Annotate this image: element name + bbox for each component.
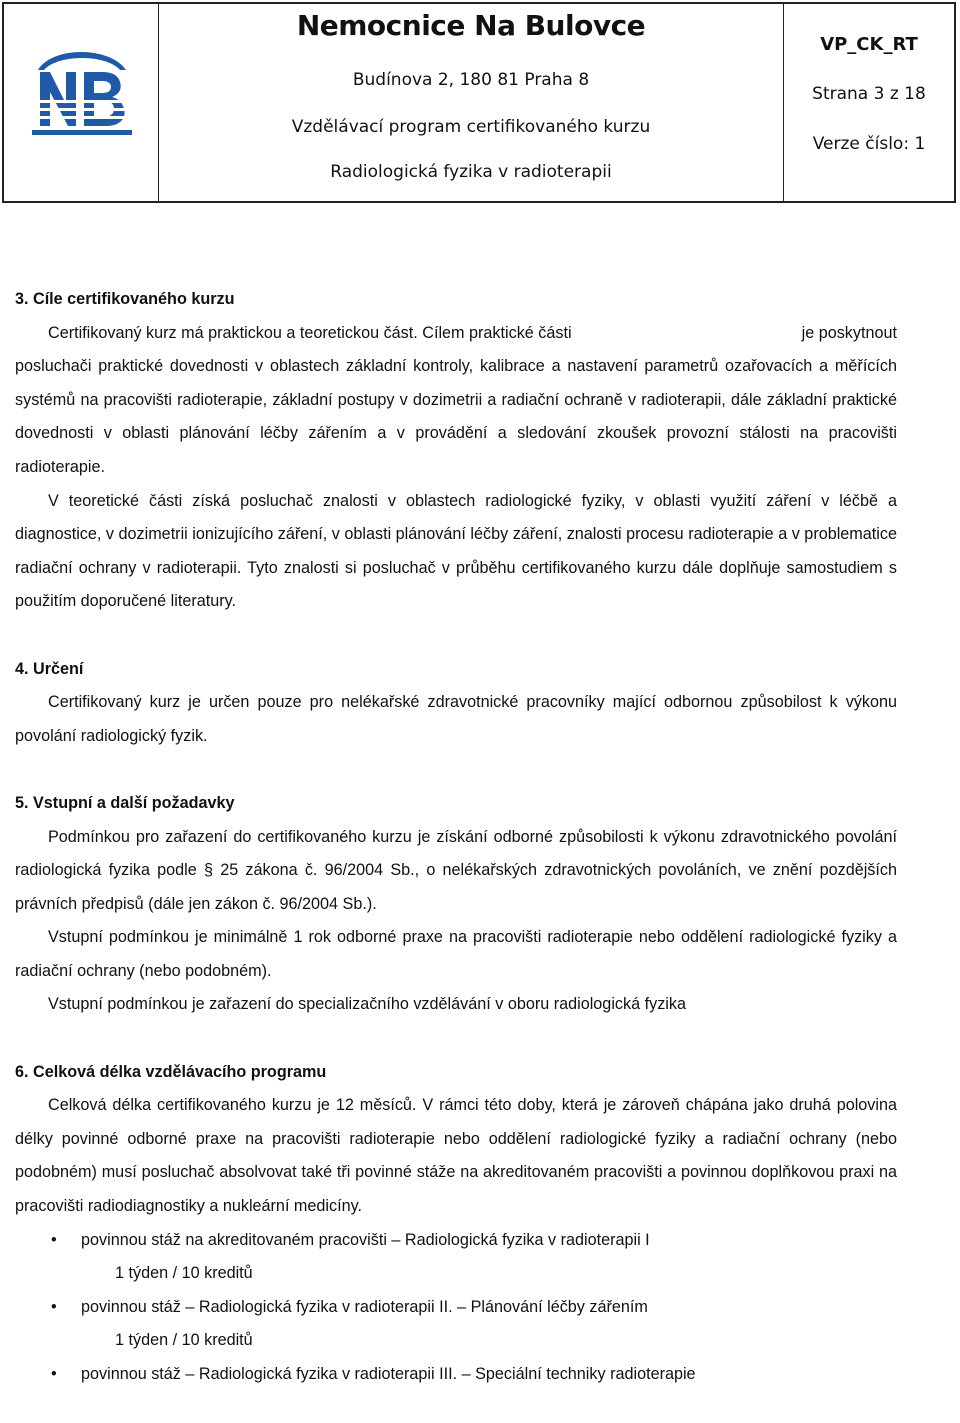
section-3-p1-part-b: je poskytnout — [801, 323, 897, 342]
section-3-paragraph-2: V teoretické části získá posluchač znalosti v oblastech radiologické fyziky, v oblasti využití záření v léčbě a diagnostice, v dozimetrii ionizujícího záření, v oblasti plánování léčby záření, znalosti procesu radioterapie a v problematice radiační ochrany v radioterapii. Tyto znalosti si posluchač v průběhu certifikovaného kurzu dále doplňuje samostudiem s použitím doporučené literatury. — [15, 491, 897, 611]
section-4-heading: 4. Určení — [15, 659, 84, 678]
section-5-paragraph-1: Podmínkou pro zařazení do certifikovaného kurzu je získání odborné způsobilosti k výkonu zdravotnického povolání radiologická fyzika podle § 25 zákona č. 96/2004 Sb., o nelékařských zdravotnických povoláních, ve znění pozdějších právních předpisů (dále jen zákon č. 96/2004 Sb.). — [15, 827, 897, 913]
bullet-icon: • — [51, 1297, 57, 1316]
list-item-text: povinnou stáž – Radiologická fyzika v radioterapii III. – Speciální techniky radioterapie — [81, 1365, 696, 1383]
nb-hospital-logo-icon — [32, 44, 132, 144]
version-number: Verze číslo: 1 — [812, 134, 926, 154]
section-3-heading: 3. Cíle certifikovaného kurzu — [15, 290, 235, 308]
section-5-heading: 5. Vstupní a další požadavky — [15, 793, 235, 812]
hospital-name: Nemocnice Na Bulovce — [296, 9, 646, 42]
section-3-paragraph-1-first-line — [15, 317, 897, 351]
document-code: VP_CK_RT — [820, 34, 918, 55]
section-6-paragraph-1: Celková délka certifikovaného kurzu je 12 měsíců. V rámci této doby, která je zároveň chápána jako druhá polovina délky povinné odborné praxe na pracovišti radioterapie nebo oddělení radiologické fyziky a radiační ochrany (nebo podobném) musí posluchač absolvovat také tři povinné stáže na akreditovaném pracovišti a povinnou doplňkovou praxi na pracovišti radiodiagnostiky a nukleární medicíny. — [15, 1096, 897, 1216]
document-header — [2, 2, 956, 203]
list-item-detail: 1 týden / 10 kreditů — [115, 1331, 253, 1350]
internship-list — [15, 1224, 897, 1392]
section-4-paragraph-1: Certifikovaný kurz je určen pouze pro nelékařské zdravotnické pracovníky mající odbornou způsobilost k výkonu povolání radiologický fyzik. — [15, 693, 897, 745]
list-item-text: povinnou stáž na akreditovaném pracovišti – Radiologická fyzika v radioterapii I — [81, 1230, 650, 1249]
list-item — [15, 1358, 897, 1392]
hospital-address: Budínova 2, 180 81 Praha 8 — [352, 70, 590, 90]
section-6-heading: 6. Celková délka vzdělávacího programu — [15, 1062, 327, 1081]
bullet-icon: • — [51, 1230, 57, 1249]
section-5-paragraph-3: Vstupní podmínkou je zařazení do specializačního vzdělávání v oboru radiologická fyzika — [48, 995, 686, 1014]
program-subject: Radiologická fyzika v radioterapii — [330, 162, 612, 182]
list-item — [15, 1224, 897, 1291]
program-title: Vzdělávací program certifikovaného kurzu — [291, 117, 651, 137]
page-number: Strana 3 z 18 — [812, 84, 926, 104]
section-3-paragraph-1: posluchači praktické dovednosti v oblastech základní kontroly, kalibrace a nastavení parametrů ozařovacích a měřících systémů na pracovišti radioterapie, základní postupy v dozimetrii a radiační ochraně v radioterapii, dále základní praktické dovednosti v oblasti plánování léčby zářením a v provádění a sledování zkoušek provozní stálosti na pracovišti radioterapie. — [15, 357, 897, 476]
logo-cell — [4, 4, 159, 201]
doc-info-cell — [784, 4, 954, 201]
section-3-p1-part-a: Certifikovaný kurz má praktickou a teoretickou část. Cílem praktické části — [48, 323, 572, 342]
document-body — [15, 283, 897, 1392]
list-item-detail: 1 týden / 10 kreditů — [115, 1264, 253, 1283]
section-5-paragraph-2: Vstupní podmínkou je minimálně 1 rok odborné praxe na pracovišti radioterapie nebo oddělení radiologické fyziky a radiační ochrany (nebo podobném). — [15, 928, 897, 980]
list-item-text: povinnou stáž – Radiologická fyzika v radioterapii II. – Plánování léčby zářením — [81, 1297, 648, 1316]
bullet-icon: • — [51, 1365, 57, 1383]
title-cell — [159, 4, 784, 201]
list-item — [15, 1291, 897, 1358]
